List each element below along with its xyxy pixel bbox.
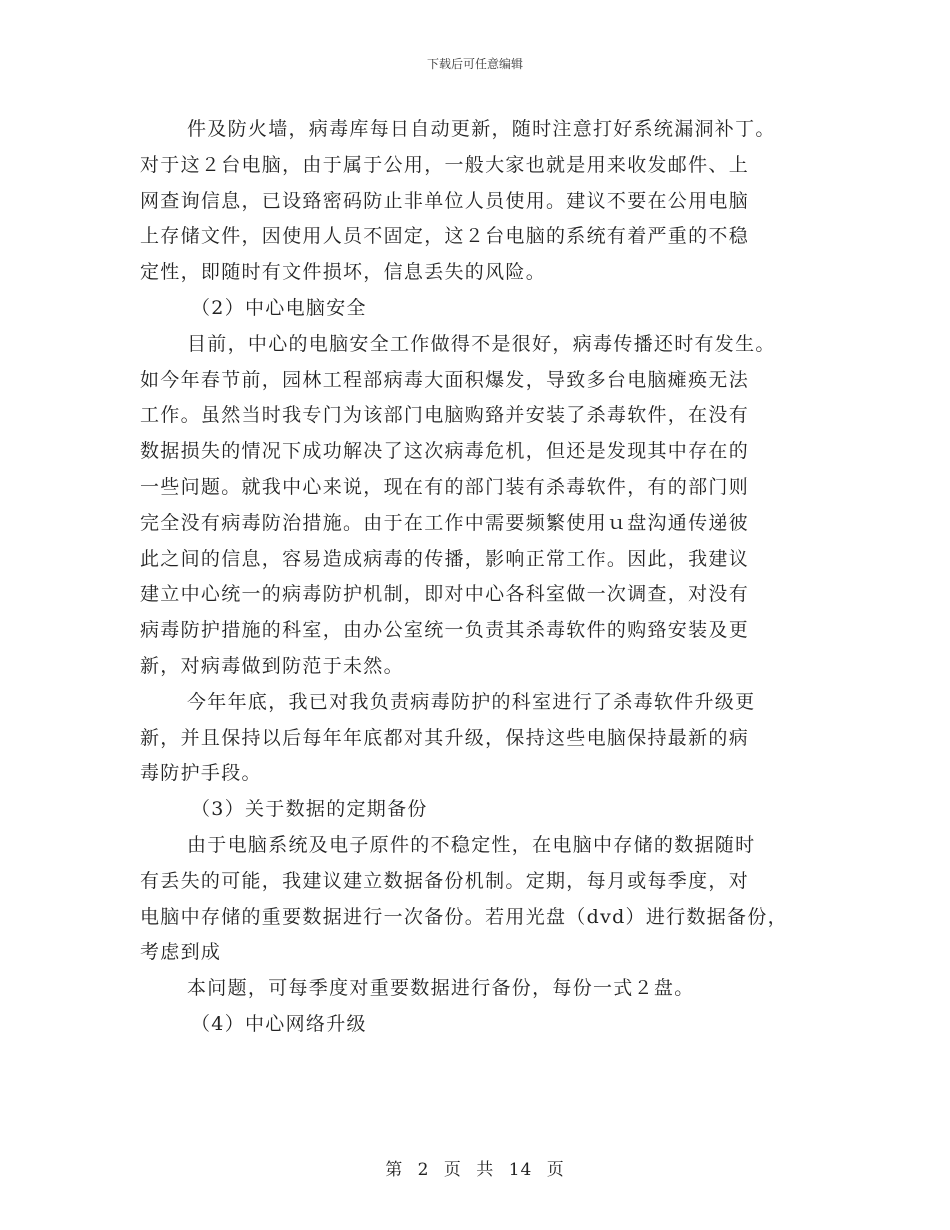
paragraph-line: 今年年底，我已对我负责病毒防护的科室进行了杀毒软件升级更 <box>187 690 756 713</box>
paragraph-line: 上存储文件，因使用人员不固定，这２台电脑的系统有着严重的不稳 <box>140 225 750 248</box>
section-heading: （3）关于数据的定期备份 <box>191 798 428 821</box>
paragraph-line: 有丢失的可能，我建议建立数据备份机制。定期，每月或每季度，对 <box>140 869 750 892</box>
paragraph-line: 病毒防护措施的科室，由办公室统一负责其杀毒软件的购臵安装及更 <box>140 619 750 642</box>
current-page-number: 2 <box>417 1160 430 1180</box>
paragraph-line: 工作。虽然当时我专门为该部门电脑购臵并安装了杀毒软件，在没有 <box>140 404 750 427</box>
paragraph-line: 新，对病毒做到防范于未然。 <box>140 654 404 677</box>
paragraph-line: 建立中心统一的病毒防护机制，即对中心各科室做一次调查，对没有 <box>140 583 750 606</box>
paragraph-line: 对于这２台电脑，由于属于公用，一般大家也就是用来收发邮件、上 <box>140 153 750 176</box>
paragraph-line: 网查询信息，已设臵密码防止非单位人员使用。建议不要在公用电脑 <box>140 189 750 212</box>
document-body <box>140 112 820 1043</box>
total-pages-number: 14 <box>508 1160 533 1180</box>
paragraph-line: 毒防护手段。 <box>140 762 262 785</box>
paragraph-line: 电脑中存储的重要数据进行一次备份。若用光盘（dvd）进行数据备份， <box>140 905 788 928</box>
paragraph-line: 一些问题。就我中心来说，现在有的部门装有杀毒软件，有的部门则 <box>140 475 750 498</box>
page-header: 下载后可任意编辑 <box>426 57 523 71</box>
paragraph-line: 完全没有病毒防治措施。由于在工作中需要频繁使用ｕ盘沟通传递彼 <box>140 511 750 534</box>
paragraph-line: 定性，即随时有文件损坏，信息丢失的风险。 <box>140 261 547 284</box>
paragraph-line: 件及防火墙，病毒库每日自动更新，随时注意打好系统漏洞补丁。 <box>187 118 776 140</box>
paragraph-line: 考虑到成 <box>140 941 222 964</box>
total-page-suffix: 页 <box>546 1160 565 1180</box>
total-label: 共 <box>476 1160 495 1180</box>
paragraph-line: 如今年春节前，园林工程部病毒大面积爆发，导致多台电脑瘫痪无法 <box>140 368 750 391</box>
paragraph-line: 由于电脑系统及电子原件的不稳定性，在电脑中存储的数据随时 <box>187 833 756 856</box>
page-footer <box>0 1155 950 1180</box>
page-label-suffix: 页 <box>443 1160 462 1180</box>
section-heading: （4）中心网络升级 <box>191 1012 367 1035</box>
paragraph-line: 目前，中心的电脑安全工作做得不是很好，病毒传播还时有发生。 <box>187 332 776 355</box>
paragraph-line: 此之间的信息，容易造成病毒的传播，影响正常工作。因此，我建议 <box>140 547 750 570</box>
section-heading: （2）中心电脑安全 <box>191 296 367 319</box>
page-label-prefix: 第 <box>385 1160 404 1180</box>
paragraph-line: 数据损失的情况下成功解决了这次病毒危机，但还是发现其中存在的 <box>140 440 750 463</box>
paragraph-line: 新，并且保持以后每年年底都对其升级，保持这些电脑保持最新的病 <box>140 726 750 749</box>
paragraph-line: 本问题，可每季度对重要数据进行备份，每份一式２盘。 <box>187 977 695 1000</box>
